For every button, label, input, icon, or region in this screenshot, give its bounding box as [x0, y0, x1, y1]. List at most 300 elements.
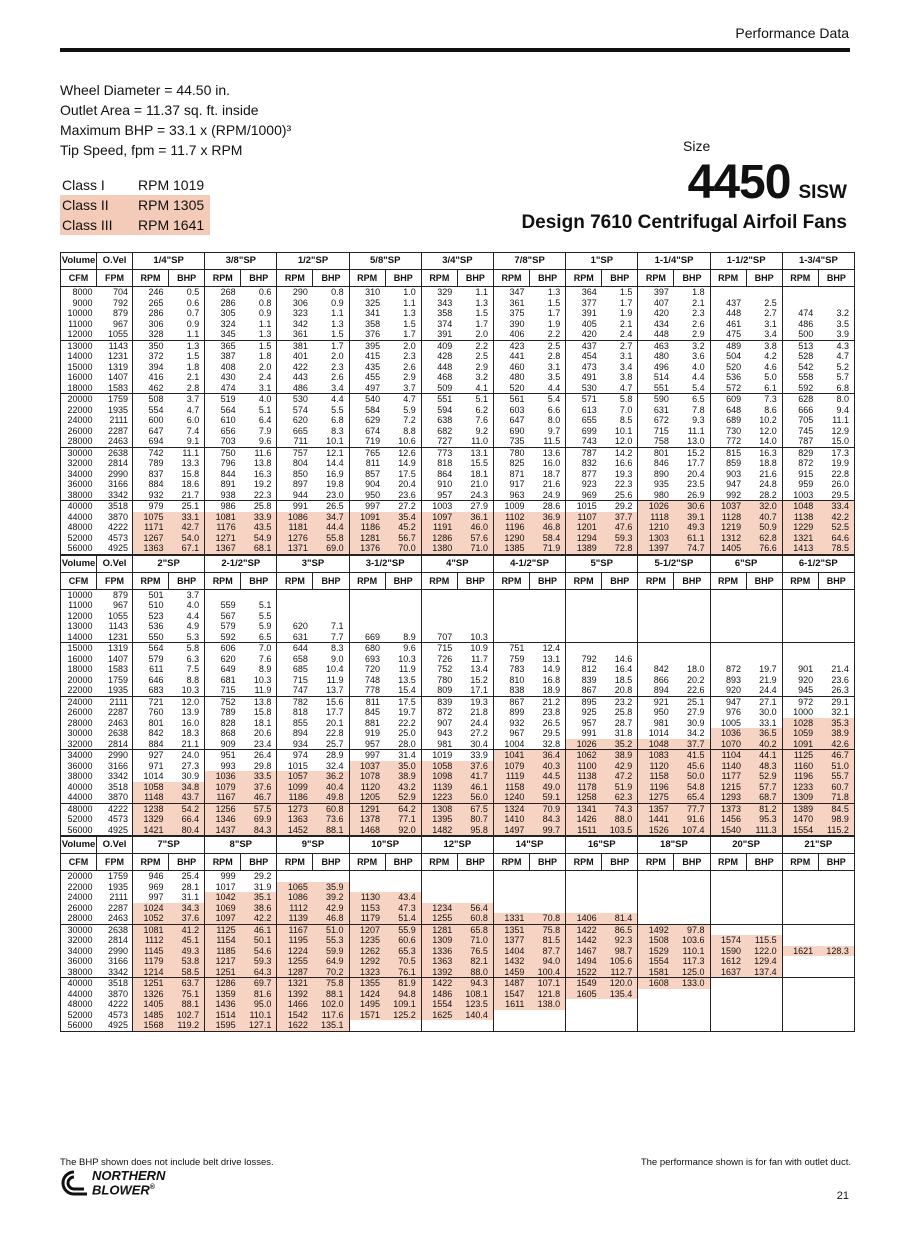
bhp-cell: 1.7 — [313, 340, 349, 351]
rpm-cell: 897 — [277, 479, 313, 490]
rpm-cell: 1470 — [782, 814, 818, 825]
table-row — [61, 298, 855, 309]
rpm-cell: 899 — [493, 707, 529, 718]
empty-cell — [385, 882, 421, 893]
static-pressure-header: 4"SP — [421, 555, 493, 572]
bhp-cell: 37.6 — [241, 782, 277, 793]
rpm-cell: 1128 — [710, 512, 746, 523]
rpm-cell: 715 — [638, 426, 674, 437]
bhp-cell: 28.6 — [530, 501, 566, 512]
bhp-cell: 7.5 — [169, 664, 205, 675]
rpm-cell: 574 — [277, 405, 313, 416]
bhp-cell: 37.6 — [169, 913, 205, 924]
rpm-cell: 1508 — [638, 935, 674, 946]
rpm-cell: 1568 — [133, 1020, 169, 1031]
bhp-cell: 15.2 — [674, 447, 710, 458]
rpm-cell: 1410 — [493, 814, 529, 825]
class-name: Class III — [62, 217, 113, 233]
rpm-cell: 1098 — [421, 771, 457, 782]
bhp-cell: 88.0 — [457, 967, 493, 978]
rpm-header: RPM — [277, 270, 313, 287]
empty-cell — [638, 621, 674, 632]
rpm-cell: 674 — [349, 426, 385, 437]
fpm-cell: 1935 — [97, 685, 133, 696]
rpm-cell: 1581 — [638, 967, 674, 978]
rpm-cell: 1492 — [638, 924, 674, 935]
bhp-cell: 77.7 — [674, 803, 710, 814]
bhp-cell: 11.1 — [674, 426, 710, 437]
empty-cell — [674, 882, 710, 893]
bhp-header: BHP — [313, 572, 349, 589]
bhp-cell: 2.4 — [602, 329, 638, 340]
table-row — [61, 589, 855, 600]
rpm-cell: 842 — [133, 728, 169, 739]
rpm-cell: 455 — [349, 372, 385, 383]
fpm-cell: 2287 — [97, 903, 133, 914]
rpm-cell: 1215 — [710, 782, 746, 793]
table-row — [61, 739, 855, 750]
cfm-cell: 24000 — [61, 892, 97, 903]
table-row — [61, 675, 855, 686]
bhp-cell: 30.0 — [746, 707, 782, 718]
rpm-cell: 815 — [710, 447, 746, 458]
bhp-header: BHP — [530, 270, 566, 287]
rpm-cell: 991 — [566, 728, 602, 739]
empty-cell — [566, 632, 602, 643]
rpm-cell: 509 — [421, 383, 457, 394]
cfm-cell: 14000 — [61, 351, 97, 362]
bhp-cell: 38.9 — [818, 728, 854, 739]
rpm-cell: 474 — [205, 383, 241, 394]
rpm-cell: 1363 — [421, 956, 457, 967]
empty-cell — [457, 600, 493, 611]
fpm-cell: 2990 — [97, 750, 133, 761]
rpm-cell: 631 — [638, 405, 674, 416]
rpm-header: RPM — [349, 572, 385, 589]
rpm-cell: 486 — [782, 319, 818, 330]
rpm-cell: 1385 — [494, 543, 530, 554]
rpm-cell: 752 — [205, 696, 241, 707]
bhp-cell: 37.6 — [457, 761, 493, 772]
bhp-cell: 8.6 — [746, 405, 782, 416]
bhp-header: BHP — [385, 572, 421, 589]
empty-cell — [674, 654, 710, 665]
rpm-cell: 1255 — [277, 956, 313, 967]
bhp-cell: 1.9 — [602, 308, 638, 319]
empty-cell — [277, 589, 313, 600]
rpm-cell: 1392 — [277, 989, 313, 1000]
empty-cell — [818, 892, 854, 903]
bhp-cell: 20.4 — [385, 479, 421, 490]
bhp-cell: 13.6 — [530, 447, 566, 458]
bhp-cell: 60.6 — [385, 935, 421, 946]
empty-cell — [746, 643, 782, 654]
rpm-cell: 1574 — [710, 935, 746, 946]
rpm-cell: 286 — [205, 298, 241, 309]
rpm-cell: 1286 — [205, 978, 241, 989]
bhp-cell: 2.8 — [530, 351, 566, 362]
bhp-cell: 10.3 — [241, 675, 277, 686]
empty-cell — [493, 600, 529, 611]
table-row — [61, 989, 855, 1000]
rpm-cell: 448 — [710, 308, 746, 319]
bhp-cell: 34.7 — [313, 512, 349, 523]
bhp-cell: 62.3 — [602, 792, 638, 803]
rpm-cell: 1028 — [782, 718, 818, 729]
bhp-cell: 5.4 — [530, 394, 566, 405]
rpm-cell: 551 — [421, 394, 457, 405]
bhp-cell: 25.7 — [313, 739, 349, 750]
bhp-cell: 94.0 — [529, 956, 565, 967]
bhp-cell: 6.0 — [169, 415, 205, 426]
fpm-cell: 3518 — [97, 978, 133, 989]
class-row — [60, 175, 210, 195]
bhp-cell: 27.1 — [746, 696, 782, 707]
empty-cell — [746, 989, 782, 1000]
bhp-cell: 23.6 — [385, 490, 421, 501]
rpm-cell: 603 — [494, 405, 530, 416]
bhp-cell: 21.2 — [529, 696, 565, 707]
cfm-cell: 48000 — [61, 999, 97, 1010]
rpm-cell: 1542 — [277, 1010, 313, 1021]
rpm-cell: 405 — [566, 319, 602, 330]
rpm-cell: 711 — [277, 436, 313, 447]
fpm-cell: 2814 — [97, 935, 133, 946]
rpm-cell: 1091 — [782, 739, 818, 750]
bhp-cell: 12.1 — [313, 447, 349, 458]
bhp-cell: 10.3 — [385, 654, 421, 665]
bhp-cell: 3.4 — [313, 383, 349, 394]
rpm-cell: 715 — [205, 685, 241, 696]
bhp-cell: 2.7 — [746, 308, 782, 319]
bhp-cell: 24.9 — [530, 490, 566, 501]
bhp-cell: 1.0 — [385, 287, 421, 298]
cfm-cell: 52000 — [61, 533, 97, 544]
bhp-cell: 54.0 — [169, 533, 205, 544]
rpm-cell: 745 — [782, 426, 818, 437]
spec-wheel-diameter: Wheel Diameter = 44.50 in. — [60, 82, 231, 98]
rpm-cell: 497 — [349, 383, 385, 394]
empty-cell — [818, 298, 854, 309]
rpm-cell: 772 — [710, 436, 746, 447]
bhp-cell: 88.1 — [313, 825, 349, 836]
bhp-cell: 13.8 — [241, 458, 277, 469]
rpm-cell: 1017 — [205, 882, 241, 893]
empty-cell — [710, 892, 746, 903]
empty-cell — [602, 903, 638, 914]
bhp-cell: 80.4 — [169, 825, 205, 836]
static-pressure-header: 18"SP — [638, 837, 710, 854]
empty-cell — [638, 989, 674, 1000]
rpm-cell: 910 — [421, 479, 457, 490]
static-pressure-header: 1/4"SP — [133, 253, 205, 270]
rpm-cell: 460 — [494, 362, 530, 373]
bhp-cell: 21.6 — [746, 469, 782, 480]
bhp-cell: 120.0 — [602, 978, 638, 989]
fpm-cell: 3342 — [97, 967, 133, 978]
rpm-cell: 993 — [205, 761, 241, 772]
rpm-cell: 1102 — [494, 512, 530, 523]
bhp-cell: 6.4 — [241, 415, 277, 426]
bhp-cell: 7.1 — [313, 621, 349, 632]
bhp-cell: 39.1 — [674, 512, 710, 523]
rpm-cell: 592 — [782, 383, 818, 394]
rpm-cell: 967 — [493, 728, 529, 739]
bhp-cell: 16.9 — [313, 469, 349, 480]
empty-cell — [782, 654, 818, 665]
performance-table — [60, 555, 855, 837]
bhp-cell: 56.4 — [457, 903, 493, 914]
rpm-cell: 837 — [133, 469, 169, 480]
bhp-cell: 0.5 — [169, 287, 205, 298]
bhp-cell: 51.9 — [602, 782, 638, 793]
fpm-cell: 1407 — [97, 654, 133, 665]
empty-cell — [674, 600, 710, 611]
bhp-cell: 50.0 — [674, 771, 710, 782]
bhp-cell: 10.1 — [313, 436, 349, 447]
bhp-cell: 1.5 — [457, 308, 493, 319]
rpm-cell: 787 — [566, 447, 602, 458]
bhp-cell: 4.4 — [674, 372, 710, 383]
rpm-cell: 1005 — [710, 718, 746, 729]
static-pressure-header: 12"SP — [421, 837, 493, 854]
bhp-cell: 5.5 — [241, 611, 277, 622]
bhp-cell: 4.0 — [241, 394, 277, 405]
bhp-cell: 86.5 — [602, 924, 638, 935]
bhp-cell: 56.0 — [457, 792, 493, 803]
rpm-cell: 1406 — [566, 913, 602, 924]
static-pressure-header: 5"SP — [566, 555, 638, 572]
bhp-cell: 54.6 — [241, 946, 277, 957]
empty-cell — [566, 871, 602, 882]
rpm-cell: 1621 — [782, 946, 818, 957]
table-row — [61, 447, 855, 458]
rpm-cell: 721 — [133, 696, 169, 707]
rpm-cell: 1442 — [566, 935, 602, 946]
bhp-cell: 110.1 — [241, 1010, 277, 1021]
table-row — [61, 696, 855, 707]
bhp-cell: 45.1 — [169, 935, 205, 946]
bhp-cell: 20.1 — [313, 718, 349, 729]
rpm-cell: 1303 — [638, 533, 674, 544]
rpm-header: RPM — [205, 854, 241, 871]
rpm-cell: 480 — [638, 351, 674, 362]
bhp-cell: 27.2 — [385, 501, 421, 512]
rpm-cell: 1637 — [710, 967, 746, 978]
rpm-cell: 789 — [205, 707, 241, 718]
table-row — [61, 946, 855, 957]
rpm-cell: 981 — [421, 739, 457, 750]
table-row — [61, 1010, 855, 1021]
table-row — [61, 913, 855, 924]
bhp-cell: 3.8 — [746, 340, 782, 351]
cfm-cell: 11000 — [61, 600, 97, 611]
cfm-cell: 15000 — [61, 643, 97, 654]
bhp-cell: 46.7 — [818, 750, 854, 761]
bhp-cell: 2.3 — [385, 351, 421, 362]
cfm-cell: 13000 — [61, 340, 97, 351]
rpm-cell: 782 — [277, 696, 313, 707]
rpm-cell: 461 — [710, 319, 746, 330]
empty-cell — [638, 589, 674, 600]
empty-cell — [493, 621, 529, 632]
rpm-cell: 646 — [133, 675, 169, 686]
bhp-cell: 23.4 — [241, 739, 277, 750]
rpm-cell: 1441 — [638, 814, 674, 825]
rpm-cell: 963 — [494, 490, 530, 501]
bhp-cell: 111.3 — [746, 825, 782, 836]
bhp-header: BHP — [241, 572, 277, 589]
empty-cell — [818, 903, 854, 914]
empty-cell — [818, 956, 854, 967]
bhp-cell: 27.3 — [169, 761, 205, 772]
rpm-cell: 850 — [277, 469, 313, 480]
bhp-cell: 29.2 — [241, 871, 277, 882]
bhp-cell: 1.5 — [313, 329, 349, 340]
rpm-cell: 648 — [710, 405, 746, 416]
bhp-cell: 42.6 — [818, 739, 854, 750]
bhp-cell: 9.3 — [674, 415, 710, 426]
rpm-cell: 611 — [133, 664, 169, 675]
bhp-cell: 16.0 — [530, 458, 566, 469]
bhp-cell: 5.8 — [602, 394, 638, 405]
rpm-cell: 1233 — [782, 782, 818, 793]
bhp-cell: 26.4 — [241, 750, 277, 761]
bhp-cell: 1.5 — [385, 319, 421, 330]
bhp-cell: 4.1 — [457, 383, 493, 394]
bhp-cell: 41.2 — [169, 924, 205, 935]
empty-cell — [782, 978, 818, 989]
rpm-cell: 693 — [349, 654, 385, 665]
empty-cell — [818, 924, 854, 935]
bhp-cell: 7.2 — [385, 415, 421, 426]
rpm-cell: 1042 — [205, 892, 241, 903]
bhp-cell: 9.1 — [169, 436, 205, 447]
rpm-cell: 448 — [421, 362, 457, 373]
rpm-cell: 423 — [494, 340, 530, 351]
rpm-cell: 752 — [421, 664, 457, 675]
registered-mark: ® — [149, 1184, 155, 1191]
fpm-cell: 3166 — [97, 956, 133, 967]
rpm-cell: 1112 — [277, 903, 313, 914]
bhp-cell: 19.7 — [746, 664, 782, 675]
rpm-cell: 1540 — [710, 825, 746, 836]
rpm-cell: 1622 — [277, 1020, 313, 1031]
cfm-cell: 30000 — [61, 924, 97, 935]
bhp-cell: 10.3 — [457, 632, 493, 643]
bhp-cell: 25.1 — [674, 696, 710, 707]
rpm-cell: 1432 — [493, 956, 529, 967]
rpm-cell: 932 — [133, 490, 169, 501]
bhp-cell: 81.5 — [529, 935, 565, 946]
rpm-header: RPM — [782, 270, 818, 287]
rpm-cell: 1177 — [710, 771, 746, 782]
rpm-cell: 1219 — [710, 522, 746, 533]
rpm-cell: 1191 — [421, 522, 457, 533]
empty-cell — [674, 989, 710, 1000]
rpm-cell: 1293 — [710, 792, 746, 803]
rpm-cell: 751 — [493, 643, 529, 654]
bhp-cell: 128.3 — [818, 946, 854, 957]
rpm-cell: 406 — [494, 329, 530, 340]
bhp-cell: 22.3 — [602, 479, 638, 490]
rpm-cell: 415 — [349, 351, 385, 362]
rpm-cell: 950 — [638, 707, 674, 718]
table-row — [61, 1020, 855, 1031]
bhp-cell: 80.7 — [457, 814, 493, 825]
bhp-cell: 36.2 — [313, 771, 349, 782]
rpm-cell: 1145 — [133, 946, 169, 957]
bhp-cell: 19.7 — [385, 707, 421, 718]
bhp-cell: 54.8 — [674, 782, 710, 793]
static-pressure-header: 21"SP — [782, 837, 854, 854]
empty-cell — [746, 903, 782, 914]
table-row — [61, 892, 855, 903]
outlet-velocity-header: O.Vel — [97, 555, 133, 572]
rpm-cell: 401 — [277, 351, 313, 362]
bhp-cell: 7.3 — [746, 394, 782, 405]
rpm-cell: 1625 — [421, 1010, 457, 1021]
bhp-cell: 23.0 — [313, 490, 349, 501]
fpm-cell: 1231 — [97, 351, 133, 362]
rpm-cell: 838 — [493, 685, 529, 696]
cfm-cell: 28000 — [61, 913, 97, 924]
empty-cell — [674, 913, 710, 924]
bhp-cell: 2.2 — [530, 329, 566, 340]
rpm-cell: 1185 — [205, 946, 241, 957]
rpm-cell: 1392 — [421, 967, 457, 978]
empty-cell — [782, 298, 818, 309]
rpm-cell: 647 — [133, 426, 169, 437]
rpm-header: RPM — [566, 270, 602, 287]
cfm-cell: 15000 — [61, 362, 97, 373]
bhp-cell: 0.7 — [169, 308, 205, 319]
rpm-cell: 609 — [710, 394, 746, 405]
table-row — [61, 814, 855, 825]
bhp-cell: 3.4 — [746, 329, 782, 340]
rpm-cell: 1308 — [421, 803, 457, 814]
bhp-header: BHP — [169, 270, 205, 287]
rpm-header: RPM — [566, 572, 602, 589]
empty-cell — [241, 589, 277, 600]
fpm-cell: 1583 — [97, 383, 133, 394]
bhp-cell: 74.3 — [602, 803, 638, 814]
rpm-cell: 1554 — [638, 956, 674, 967]
bhp-cell: 62.8 — [746, 533, 782, 544]
empty-cell — [529, 892, 565, 903]
empty-cell — [493, 892, 529, 903]
bhp-cell: 29.1 — [818, 696, 854, 707]
bhp-cell: 117.3 — [674, 956, 710, 967]
empty-cell — [638, 600, 674, 611]
bhp-cell: 0.8 — [313, 287, 349, 298]
empty-cell — [385, 1020, 421, 1031]
empty-cell — [529, 632, 565, 643]
empty-cell — [818, 654, 854, 665]
static-pressure-header: 1-1/2"SP — [710, 253, 782, 270]
bhp-cell: 75.8 — [529, 924, 565, 935]
fpm-cell: 1231 — [97, 632, 133, 643]
rpm-cell: 376 — [349, 329, 385, 340]
table-row — [61, 319, 855, 330]
bhp-cell: 2.9 — [385, 372, 421, 383]
bhp-cell: 66.4 — [169, 814, 205, 825]
rpm-cell: 372 — [133, 351, 169, 362]
bhp-cell: 137.4 — [746, 967, 782, 978]
empty-cell — [818, 1010, 854, 1021]
rpm-cell: 1422 — [421, 978, 457, 989]
rpm-cell: 901 — [782, 664, 818, 675]
